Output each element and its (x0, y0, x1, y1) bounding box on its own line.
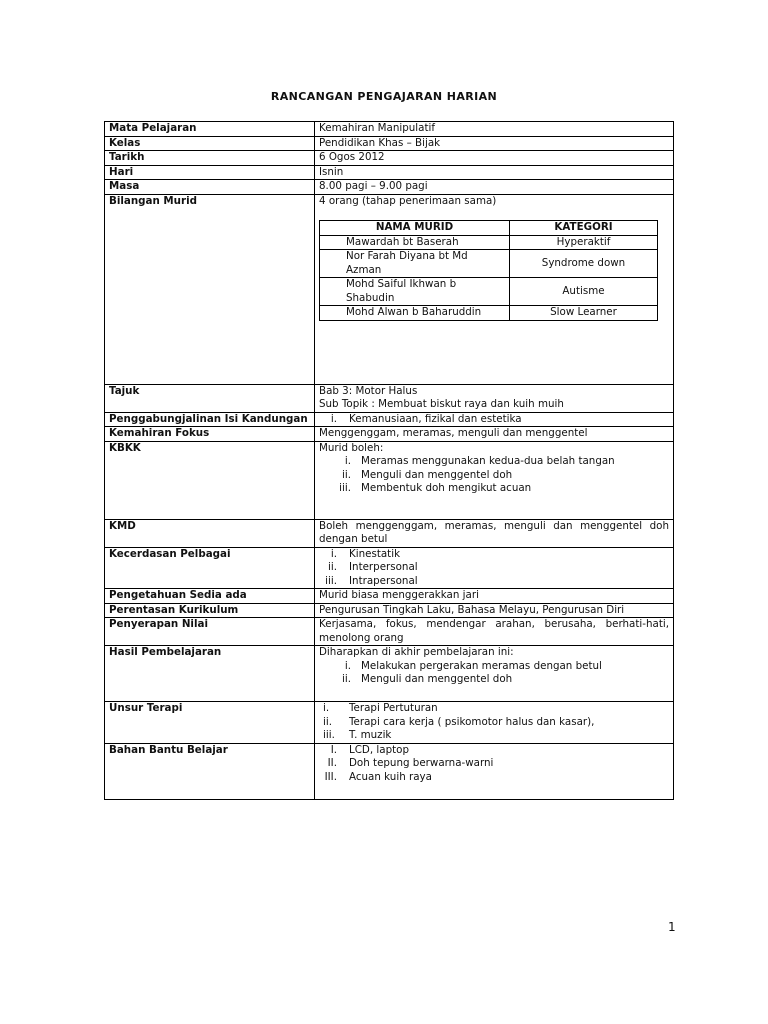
student-category: Autisme (510, 278, 658, 306)
list-number: iii. (323, 729, 335, 741)
value-unsur-terapi (315, 702, 674, 744)
value-tarikh: 6 Ogos 2012 (315, 151, 674, 166)
label-mata-pelajaran: Mata Pelajaran (105, 122, 315, 137)
row-pengetahuan (105, 589, 674, 604)
list-text: LCD, laptop (349, 743, 409, 756)
list-item (319, 482, 669, 496)
list-text: Melakukan pergerakan meramas dengan betul (361, 659, 602, 672)
label-kemahiran-fokus: Kemahiran Fokus (105, 427, 315, 442)
list-text: Terapi cara kerja ( psikomotor halus dan kasar), (349, 715, 595, 728)
list-item (319, 413, 669, 427)
list-number: II. (327, 757, 337, 769)
list-number: ii. (328, 561, 337, 573)
value-bilangan-murid (315, 194, 674, 384)
value-masa: 8.00 pagi – 9.00 pagi (315, 180, 674, 195)
document-title: RANCANGAN PENGAJARAN HARIAN (270, 90, 498, 103)
row-kelas (105, 136, 674, 151)
tajuk-line-2: Sub Topik : Membuat biskut raya dan kuih muih (319, 398, 564, 410)
value-kelas: Pendidikan Khas – Bijak (315, 136, 674, 151)
label-unsur-terapi: Unsur Terapi (105, 702, 315, 744)
list-text: Meramas menggunakan kedua-dua belah tangan (361, 455, 615, 467)
list-item (319, 469, 669, 483)
list-number: i. (323, 702, 330, 714)
row-mata-pelajaran (105, 122, 674, 137)
student-row (320, 235, 658, 250)
list-item (319, 660, 669, 674)
list-text: Terapi Pertuturan (349, 702, 438, 714)
student-row (320, 278, 658, 306)
label-pengetahuan: Pengetahuan Sedia ada (105, 589, 315, 604)
list-text: Acuan kuih raya (349, 770, 432, 783)
value-perentasan: Pengurusan Tingkah Laku, Bahasa Melayu, Pengurusan Diri (315, 603, 674, 618)
list-number: I. (330, 743, 337, 756)
page-number: 1 (668, 920, 676, 934)
label-penggabungjalinan: Penggabungjalinan Isi Kandungan (105, 412, 315, 427)
list-number: iii. (325, 574, 337, 587)
list-item (319, 455, 669, 469)
label-kelas: Kelas (105, 136, 315, 151)
row-kemahiran-fokus (105, 427, 674, 442)
row-perentasan (105, 603, 674, 618)
list-item (319, 702, 669, 716)
bilangan-murid-text: 4 orang (tahap penerimaan sama) (319, 194, 497, 207)
list-number: ii. (342, 468, 351, 481)
list-number: i. (330, 547, 337, 560)
student-category: Hyperaktif (510, 235, 658, 250)
row-kbkk (105, 441, 674, 519)
list-item (319, 744, 669, 758)
row-masa (105, 180, 674, 195)
row-kecerdasan (105, 547, 674, 589)
value-pengetahuan: Murid biasa menggerakkan jari (315, 589, 674, 604)
list-number: i. (344, 455, 351, 467)
list-text: Kinestatik (349, 547, 401, 560)
label-masa: Masa (105, 180, 315, 195)
row-hasil (105, 646, 674, 702)
student-name: Nor Farah Diyana bt Md Azman (320, 250, 510, 278)
list-number: ii. (342, 673, 351, 685)
list-text: Intrapersonal (349, 574, 418, 587)
value-kmd: Boleh menggenggam, meramas, menguli dan menggentel doh dengan betul (315, 519, 674, 547)
value-bahan (315, 743, 674, 799)
kbkk-intro: Murid boleh: (319, 441, 384, 454)
list-item (319, 673, 669, 687)
student-table-header (320, 221, 658, 236)
student-category: Syndrome down (510, 250, 658, 278)
row-hari (105, 165, 674, 180)
value-tajuk (315, 384, 674, 412)
student-table (319, 220, 658, 321)
list-text: Interpersonal (349, 561, 418, 573)
list-text: T. muzik (349, 729, 392, 741)
label-kmd: KMD (105, 519, 315, 547)
list-item (319, 548, 669, 562)
label-kbkk: KBKK (105, 441, 315, 519)
student-row (320, 306, 658, 321)
list-item (319, 575, 669, 589)
label-tarikh: Tarikh (105, 151, 315, 166)
list-number: ii. (323, 715, 332, 728)
student-category: Slow Learner (510, 306, 658, 321)
list-text: Menguli dan menggentel doh (361, 468, 513, 481)
list-item (319, 716, 669, 730)
student-name: Mohd Alwan b Baharuddin (320, 306, 510, 321)
label-kecerdasan: Kecerdasan Pelbagai (105, 547, 315, 589)
student-row (320, 250, 658, 278)
list-number: iii. (339, 482, 351, 494)
value-kemahiran-fokus: Menggenggam, meramas, menguli dan menggentel (315, 427, 674, 442)
label-tajuk: Tajuk (105, 384, 315, 412)
lesson-plan-table (104, 121, 674, 800)
list-item (319, 729, 669, 743)
label-penyerapan: Penyerapan Nilai (105, 618, 315, 646)
label-hasil: Hasil Pembelajaran (105, 646, 315, 702)
value-hasil (315, 646, 674, 702)
value-mata-pelajaran: Kemahiran Manipulatif (315, 122, 674, 137)
row-bilangan-murid (105, 194, 674, 384)
hasil-intro: Diharapkan di akhir pembelajaran ini: (319, 646, 514, 658)
student-name: Mawardah bt Baserah (320, 235, 510, 250)
list-item (319, 757, 669, 771)
row-kmd (105, 519, 674, 547)
label-bilangan-murid: Bilangan Murid (105, 194, 315, 384)
tajuk-line-1: Bab 3: Motor Halus (319, 384, 418, 397)
list-item (319, 561, 669, 575)
row-penyerapan (105, 618, 674, 646)
list-number: i. (344, 659, 351, 672)
label-perentasan: Perentasan Kurikulum (105, 603, 315, 618)
header-nama-murid: NAMA MURID (320, 221, 510, 236)
student-name: Mohd Saiful Ikhwan b Shabudin (320, 278, 510, 306)
label-hari: Hari (105, 165, 315, 180)
value-hari: Isnin (315, 165, 674, 180)
value-kecerdasan (315, 547, 674, 589)
row-tajuk (105, 384, 674, 412)
list-number: III. (324, 770, 337, 783)
list-text: Membentuk doh mengikut acuan (361, 482, 532, 494)
value-penggabungjalinan (315, 412, 674, 427)
row-unsur-terapi (105, 702, 674, 744)
row-tarikh (105, 151, 674, 166)
list-text: Menguli dan menggentel doh (361, 673, 513, 685)
label-bahan: Bahan Bantu Belajar (105, 743, 315, 799)
list-text: Doh tepung berwarna-warni (349, 757, 494, 769)
header-kategori: KATEGORI (510, 221, 658, 236)
list-number: i. (330, 412, 337, 425)
list-text: Kemanusiaan, fizikal dan estetika (349, 412, 522, 425)
value-kbkk (315, 441, 674, 519)
value-penyerapan: Kerjasama, fokus, mendengar arahan, berusaha, berhati-hati, menolong orang (315, 618, 674, 646)
row-penggabungjalinan (105, 412, 674, 427)
row-bahan (105, 743, 674, 799)
list-item (319, 771, 669, 785)
